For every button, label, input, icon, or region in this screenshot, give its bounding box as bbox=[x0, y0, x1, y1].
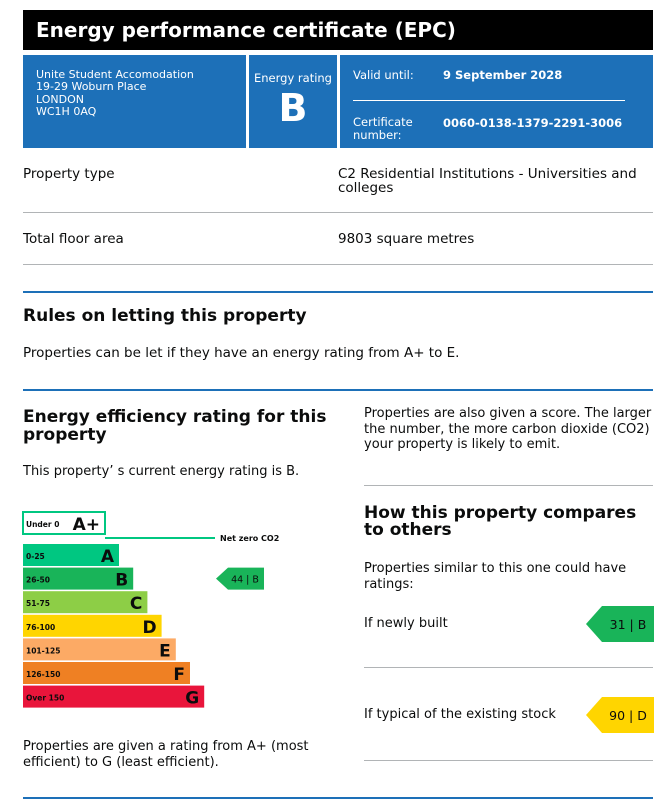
valid-until-date: 9 September 2028 bbox=[443, 68, 563, 82]
rating-band-letter: D bbox=[142, 617, 157, 638]
divider bbox=[364, 760, 653, 761]
valid-until-label: Valid until: bbox=[353, 68, 414, 82]
rating-band-range: 101-125 bbox=[26, 646, 61, 656]
energy-rating-label: Energy rating bbox=[254, 71, 332, 85]
divider bbox=[364, 485, 653, 486]
page-title: Energy performance certificate (EPC) bbox=[23, 10, 653, 50]
rating-band-letter: A bbox=[100, 547, 114, 567]
rating-scale-footer: Properties are given a rating from A+ (most efficient) to G (least efficient). bbox=[23, 739, 309, 770]
section-divider bbox=[23, 291, 653, 293]
section-divider bbox=[23, 389, 653, 391]
rating-band-letter: E bbox=[159, 641, 171, 662]
score-explanation: Properties are also given a score. The larger the number, the more carbon dioxide (CO2) your property is likely to emit. bbox=[364, 406, 652, 452]
efficiency-heading: Energy efficiency rating for this property bbox=[23, 407, 327, 445]
letting-heading: Rules on letting this property bbox=[23, 306, 307, 326]
property-type-label: Property type bbox=[23, 166, 115, 182]
rating-band-range: Under 0 bbox=[26, 520, 60, 529]
existing-stock-rating-badge bbox=[586, 697, 654, 733]
rating-band-letter: C bbox=[129, 594, 143, 615]
energy-rating-panel bbox=[249, 55, 337, 148]
section-divider bbox=[23, 797, 653, 799]
address-line-2: 19-29 Woburn Place bbox=[36, 80, 147, 94]
address-panel bbox=[23, 55, 246, 148]
newly-built-rating-badge bbox=[586, 606, 654, 642]
current-rating-text: This property’ s current energy rating is B. bbox=[23, 464, 300, 479]
certificate-info-panel bbox=[340, 55, 653, 148]
property-type-value: C2 Residential Institutions - Universities and colleges bbox=[338, 166, 637, 196]
certificate-number-label: Certificate number: bbox=[353, 115, 413, 142]
floor-area-value: 9803 square metres bbox=[338, 231, 475, 247]
rating-band-range: 76-100 bbox=[26, 622, 56, 632]
address-line-1: Unite Student Accomodation bbox=[36, 68, 194, 81]
divider bbox=[23, 264, 653, 265]
rating-band-range: 126-150 bbox=[26, 670, 61, 679]
energy-rating-band: B bbox=[278, 86, 308, 130]
existing-stock-label: If typical of the existing stock bbox=[364, 707, 556, 722]
newly-built-label: If newly built bbox=[364, 616, 448, 631]
rating-band-range: 26-50 bbox=[26, 575, 50, 585]
divider bbox=[23, 212, 653, 213]
compare-intro: Properties similar to this one could have ratings: bbox=[364, 561, 627, 592]
address-line-3: LONDON bbox=[36, 92, 84, 106]
rating-band-letter: G bbox=[185, 688, 200, 709]
rating-band-letter: B bbox=[115, 570, 129, 591]
rating-band-letter: A+ bbox=[72, 515, 100, 535]
floor-area-label: Total floor area bbox=[23, 231, 124, 247]
letting-text: Properties can be let if they have an energy rating from A+ to E. bbox=[23, 345, 460, 361]
rating-band-range: Over 150 bbox=[26, 693, 65, 703]
certificate-number: 0060-0138-1379-2291-3006 bbox=[443, 116, 623, 130]
existing-stock-rating-value: 90 | D bbox=[609, 708, 647, 723]
net-zero-label: Net zero CO2 bbox=[220, 534, 280, 543]
address-line-4: WC1H 0AQ bbox=[36, 104, 97, 118]
rating-band-letter: F bbox=[173, 665, 185, 685]
compare-heading: How this property compares to others bbox=[364, 503, 637, 540]
info-divider bbox=[353, 100, 625, 101]
rating-band-range: 51-75 bbox=[26, 599, 50, 609]
rating-band-range: 0-25 bbox=[26, 552, 45, 561]
divider bbox=[364, 667, 653, 668]
energy-rating-scale bbox=[20, 508, 350, 714]
newly-built-rating-value: 31 | B bbox=[609, 617, 647, 632]
current-rating-value: 44 | B bbox=[231, 574, 259, 586]
